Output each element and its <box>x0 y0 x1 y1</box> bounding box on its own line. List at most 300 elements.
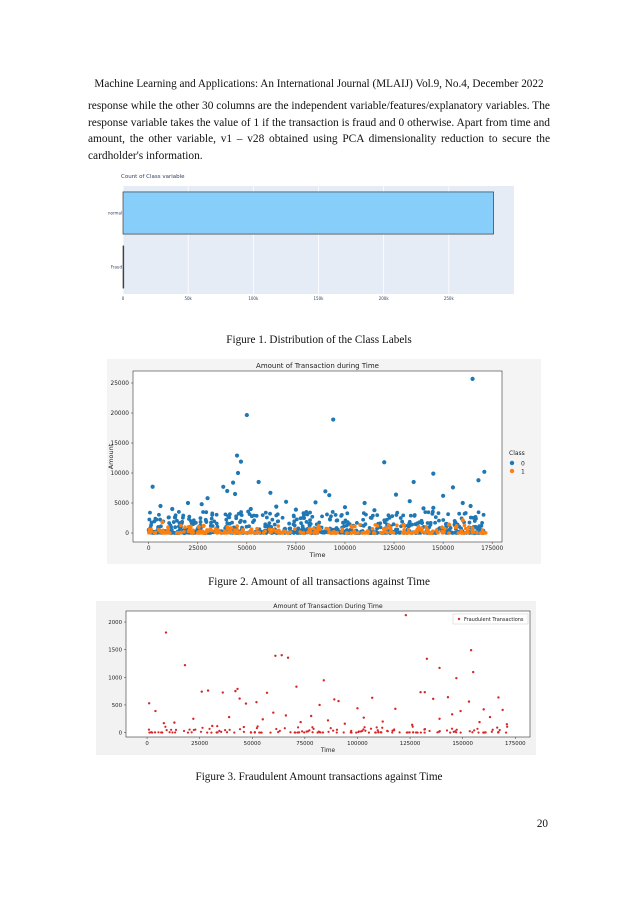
point-class-0 <box>346 520 350 524</box>
point-class-1 <box>275 529 279 533</box>
point-fraud <box>337 700 339 702</box>
x-tick-label: 100000 <box>333 546 357 552</box>
y-tick-label: 0 <box>125 531 129 537</box>
point-class-1 <box>205 528 209 532</box>
x-tick-label: 75000 <box>286 546 306 552</box>
point-class-0 <box>408 499 412 503</box>
point-class-0 <box>434 515 438 519</box>
point-fraud <box>294 731 296 733</box>
x-tick-label: 0 <box>146 546 151 552</box>
point-class-0 <box>406 524 410 528</box>
point-fraud <box>287 656 289 658</box>
x-tick-label: 125000 <box>382 546 406 552</box>
y-tick-label: 1500 <box>108 647 122 654</box>
point-class-0 <box>181 514 185 518</box>
point-class-0 <box>264 511 268 515</box>
point-class-1 <box>197 525 201 529</box>
point-fraud <box>284 727 286 729</box>
point-fraud <box>301 730 303 732</box>
point-fraud <box>170 729 172 731</box>
point-class-1 <box>424 525 428 529</box>
point-class-0 <box>167 516 171 520</box>
point-class-0 <box>421 506 425 510</box>
point-class-1 <box>308 527 312 531</box>
point-class-0 <box>281 516 285 520</box>
point-class-0 <box>355 521 359 525</box>
point-fraud <box>201 727 203 729</box>
point-fraud <box>412 731 414 733</box>
point-fraud <box>148 702 150 704</box>
point-fraud <box>164 726 166 728</box>
point-fraud <box>453 731 455 733</box>
y-tick-label: 5000 <box>114 501 129 507</box>
point-fraud <box>496 727 498 729</box>
point-fraud <box>148 729 150 731</box>
point-fraud <box>173 721 175 723</box>
point-fraud <box>297 726 299 728</box>
point-class-0 <box>159 524 163 528</box>
point-class-1 <box>229 526 233 530</box>
point-class-0 <box>429 523 433 527</box>
point-class-1 <box>443 527 447 531</box>
point-fraud <box>154 710 156 712</box>
point-class-1 <box>417 525 421 529</box>
point-class-1 <box>429 531 433 535</box>
point-class-0 <box>235 453 239 457</box>
point-class-1 <box>268 531 272 535</box>
legend-label: Fraudulent Transactions <box>464 617 524 623</box>
point-fraud <box>477 731 479 733</box>
point-fraud <box>409 731 411 733</box>
x-tick-label: 50000 <box>243 741 261 747</box>
point-class-0 <box>201 510 205 514</box>
point-fraud <box>299 721 301 723</box>
point-class-1 <box>223 529 227 533</box>
point-class-0 <box>177 510 181 514</box>
x-tick-label: 100k <box>248 296 259 301</box>
point-fraud <box>420 731 422 733</box>
point-fraud <box>363 726 365 728</box>
point-class-0 <box>363 522 367 526</box>
point-fraud <box>336 731 338 733</box>
x-tick-label: 150000 <box>432 546 455 552</box>
point-class-1 <box>285 531 289 535</box>
point-class-0 <box>294 508 298 512</box>
point-class-0 <box>423 510 427 514</box>
point-class-0 <box>230 521 234 525</box>
point-class-0 <box>231 481 235 485</box>
point-class-1 <box>179 524 183 528</box>
point-fraud <box>318 704 320 706</box>
point-class-0 <box>292 519 296 523</box>
point-class-0 <box>155 518 159 522</box>
point-class-0 <box>451 485 455 489</box>
x-tick-label: 50k <box>184 296 192 301</box>
point-fraud <box>469 730 471 732</box>
point-class-0 <box>151 485 155 489</box>
point-class-0 <box>276 520 280 524</box>
point-fraud <box>322 731 324 733</box>
point-class-1 <box>440 530 444 534</box>
point-class-0 <box>147 518 151 522</box>
point-fraud <box>297 731 299 733</box>
point-fraud <box>175 729 177 731</box>
point-class-0 <box>395 511 399 515</box>
point-fraud <box>489 716 491 718</box>
point-class-0 <box>340 513 344 517</box>
point-class-0 <box>430 512 434 516</box>
y-tick-label: normal <box>107 210 122 216</box>
point-fraud <box>368 731 370 733</box>
point-fraud <box>269 731 271 733</box>
point-class-1 <box>352 525 356 529</box>
x-tick-label: 50000 <box>237 546 257 552</box>
page-number: 20 <box>536 818 548 830</box>
point-fraud <box>323 679 325 681</box>
point-fraud <box>229 729 231 731</box>
point-fraud <box>424 691 426 693</box>
point-class-0 <box>200 502 204 506</box>
point-fraud <box>245 702 247 704</box>
point-fraud <box>216 731 218 733</box>
point-fraud <box>424 731 426 733</box>
point-class-0 <box>173 516 177 520</box>
point-class-1 <box>235 524 239 528</box>
point-class-1 <box>182 530 186 534</box>
point-fraud <box>308 729 310 731</box>
point-class-0 <box>463 512 467 516</box>
point-class-0 <box>261 513 265 517</box>
x-axis-label: Time <box>309 551 326 559</box>
point-class-0 <box>335 519 339 523</box>
figure-2-caption: Figure 2. Amount of all transactions against Time <box>208 576 430 588</box>
point-fraud <box>491 731 493 733</box>
point-fraud <box>222 691 224 693</box>
point-class-0 <box>245 413 249 417</box>
point-class-1 <box>457 531 461 535</box>
point-fraud <box>380 731 382 733</box>
point-fraud <box>499 729 501 731</box>
point-class-0 <box>157 513 161 517</box>
point-fraud <box>428 730 430 732</box>
point-fraud <box>258 731 260 733</box>
class-count-bar-chart <box>107 168 519 303</box>
point-class-0 <box>243 520 247 524</box>
point-class-1 <box>447 531 451 535</box>
legend-marker <box>510 461 514 465</box>
point-class-0 <box>328 517 332 521</box>
point-fraud <box>277 731 279 733</box>
point-fraud <box>374 731 376 733</box>
point-class-0 <box>369 516 373 520</box>
x-tick-label: 150000 <box>452 741 473 747</box>
point-class-0 <box>209 521 213 525</box>
body-paragraph: response while the other 30 columns are the independent variable/features/explanatory variables. The response variable takes the value of 1 if the transaction is fraud and 0 otherwise. Apart from time and amount, the other variable, v1 – v28 obtained using PCA dimensionality reduction to secure the cardholder's information. <box>88 100 550 162</box>
point-fraud <box>497 731 499 733</box>
point-fraud <box>216 725 218 727</box>
plot-area <box>126 611 530 737</box>
point-class-1 <box>467 525 471 529</box>
y-tick-label: 1000 <box>108 675 122 682</box>
x-tick-label: 0 <box>145 741 149 747</box>
point-fraud <box>224 729 226 731</box>
point-fraud <box>305 731 307 733</box>
point-fraud <box>303 731 305 733</box>
point-class-0 <box>431 506 435 510</box>
point-class-1 <box>463 524 467 528</box>
point-class-1 <box>293 527 297 531</box>
point-fraud <box>394 708 396 710</box>
legend-marker <box>510 469 514 473</box>
point-fraud <box>228 716 230 718</box>
point-class-0 <box>313 500 317 504</box>
point-class-0 <box>390 514 394 518</box>
point-fraud <box>470 649 472 651</box>
point-fraud <box>332 730 334 732</box>
point-fraud <box>166 729 168 731</box>
point-class-0 <box>224 518 228 522</box>
point-class-1 <box>208 527 212 531</box>
legend-label: 1 <box>521 468 525 476</box>
point-class-0 <box>268 491 272 495</box>
point-fraud <box>386 730 388 732</box>
point-class-1 <box>204 531 208 535</box>
point-class-0 <box>399 516 403 520</box>
y-tick-label: 2000 <box>108 620 122 627</box>
point-fraud <box>207 689 209 691</box>
point-fraud <box>148 731 150 733</box>
bar-fraud <box>123 246 124 288</box>
point-class-0 <box>251 520 255 524</box>
point-class-1 <box>236 531 240 535</box>
point-fraud <box>363 716 365 718</box>
point-class-0 <box>343 505 347 509</box>
point-class-1 <box>455 524 459 528</box>
point-fraud <box>275 728 277 730</box>
point-class-1 <box>306 530 310 534</box>
point-fraud <box>447 696 449 698</box>
point-class-0 <box>480 521 484 525</box>
point-class-0 <box>469 516 473 520</box>
point-class-0 <box>302 513 306 517</box>
point-fraud <box>459 710 461 712</box>
point-class-0 <box>226 514 230 518</box>
point-class-1 <box>228 530 232 534</box>
point-class-0 <box>225 489 229 493</box>
point-class-0 <box>308 518 312 522</box>
point-class-1 <box>202 524 206 528</box>
point-fraud <box>506 726 508 728</box>
point-fraud <box>424 728 426 730</box>
figure-2 <box>107 359 541 569</box>
point-fraud <box>187 731 189 733</box>
point-class-0 <box>158 504 162 508</box>
point-fraud <box>289 731 291 733</box>
point-fraud <box>272 711 274 713</box>
point-class-0 <box>268 512 272 516</box>
point-fraud <box>188 728 190 730</box>
point-fraud <box>295 686 297 688</box>
point-class-0 <box>265 516 269 520</box>
point-class-1 <box>345 531 349 535</box>
point-fraud <box>208 728 210 730</box>
point-fraud <box>218 730 220 732</box>
point-fraud <box>358 730 360 732</box>
point-fraud <box>319 731 321 733</box>
point-fraud <box>171 731 173 733</box>
x-tick-label: 125000 <box>399 741 421 747</box>
point-class-1 <box>475 531 479 535</box>
point-class-0 <box>476 478 480 482</box>
point-fraud <box>200 731 202 733</box>
point-class-0 <box>477 524 481 528</box>
point-class-0 <box>415 521 419 525</box>
point-class-1 <box>389 528 393 532</box>
point-class-1 <box>315 530 319 534</box>
point-class-1 <box>161 529 165 533</box>
point-fraud <box>243 726 245 728</box>
point-fraud <box>492 729 494 731</box>
point-fraud <box>446 729 448 731</box>
point-class-0 <box>345 511 349 515</box>
point-fraud <box>432 698 434 700</box>
point-fraud <box>377 731 379 733</box>
point-class-1 <box>435 528 439 532</box>
point-fraud <box>356 707 358 709</box>
point-class-1 <box>300 531 304 535</box>
point-fraud <box>393 728 395 730</box>
point-class-1 <box>272 528 276 532</box>
point-fraud <box>350 731 352 733</box>
point-fraud <box>382 720 384 722</box>
x-tick-label: 75000 <box>296 741 314 747</box>
point-fraud <box>336 729 338 731</box>
point-class-0 <box>437 519 441 523</box>
point-class-1 <box>471 526 475 530</box>
point-class-1 <box>166 525 170 529</box>
point-class-0 <box>305 520 309 524</box>
point-class-0 <box>323 489 327 493</box>
point-fraud <box>239 728 241 730</box>
point-class-1 <box>153 531 157 535</box>
point-class-1 <box>460 531 464 535</box>
point-class-0 <box>299 516 303 520</box>
point-class-1 <box>183 525 187 529</box>
point-class-0 <box>215 513 219 517</box>
point-class-1 <box>379 531 383 535</box>
point-class-0 <box>172 520 176 524</box>
point-class-0 <box>210 513 214 517</box>
point-class-0 <box>317 521 321 525</box>
point-fraud <box>193 729 195 731</box>
point-fraud <box>476 728 478 730</box>
point-class-1 <box>191 531 195 535</box>
point-class-1 <box>327 528 331 532</box>
point-class-0 <box>446 512 450 516</box>
point-fraud <box>506 723 508 725</box>
point-fraud <box>311 726 313 728</box>
point-fraud <box>419 691 421 693</box>
point-fraud <box>483 708 485 710</box>
point-class-1 <box>341 527 345 531</box>
point-fraud <box>438 718 440 720</box>
point-fraud <box>257 725 259 727</box>
point-class-0 <box>210 517 214 521</box>
point-class-0 <box>394 493 398 497</box>
point-fraud <box>165 631 167 633</box>
point-class-1 <box>233 528 237 532</box>
point-class-0 <box>170 507 174 511</box>
point-fraud <box>226 731 228 733</box>
point-fraud <box>360 730 362 732</box>
point-class-0 <box>433 521 437 525</box>
point-fraud <box>211 725 213 727</box>
point-fraud <box>381 727 383 729</box>
point-fraud <box>220 731 222 733</box>
point-fraud <box>236 688 238 690</box>
point-class-1 <box>402 523 406 527</box>
point-fraud <box>472 671 474 673</box>
point-class-0 <box>301 524 305 528</box>
point-class-0 <box>437 511 441 515</box>
point-class-0 <box>284 500 288 504</box>
point-class-0 <box>194 521 198 525</box>
chart-title: Count of Class variable <box>121 174 185 180</box>
point-class-1 <box>426 528 430 532</box>
point-fraud <box>407 731 409 733</box>
point-fraud <box>478 721 480 723</box>
point-class-1 <box>461 518 465 522</box>
point-class-0 <box>233 492 237 496</box>
point-class-1 <box>466 531 470 535</box>
x-tick-label: 25000 <box>191 741 209 747</box>
point-class-0 <box>287 522 291 526</box>
point-fraud <box>285 714 287 716</box>
point-class-0 <box>327 493 331 497</box>
point-class-0 <box>308 511 312 515</box>
point-class-0 <box>187 517 191 521</box>
point-class-0 <box>457 512 461 516</box>
point-class-0 <box>408 520 412 524</box>
point-fraud <box>163 722 165 724</box>
point-class-0 <box>274 505 278 509</box>
point-class-0 <box>382 460 386 464</box>
point-class-1 <box>395 523 399 527</box>
point-class-0 <box>482 513 486 517</box>
point-class-1 <box>447 523 451 527</box>
point-class-1 <box>423 531 427 535</box>
point-class-1 <box>241 528 245 532</box>
point-class-0 <box>273 523 277 527</box>
figure-1 <box>107 168 519 308</box>
point-fraud <box>391 731 393 733</box>
point-class-1 <box>277 524 281 528</box>
x-tick-label: 250k <box>443 296 454 301</box>
point-class-0 <box>412 480 416 484</box>
point-class-1 <box>147 528 151 532</box>
point-class-0 <box>199 516 203 520</box>
point-fraud <box>471 731 473 733</box>
point-class-0 <box>468 504 472 508</box>
point-class-1 <box>217 530 221 534</box>
point-class-1 <box>366 531 370 535</box>
fraud-amount-vs-time-scatter <box>96 601 536 755</box>
figure-1-caption: Figure 1. Distribution of the Class Labels <box>226 334 412 346</box>
point-class-0 <box>257 480 261 484</box>
point-class-0 <box>482 470 486 474</box>
point-fraud <box>201 690 203 692</box>
point-fraud <box>455 677 457 679</box>
